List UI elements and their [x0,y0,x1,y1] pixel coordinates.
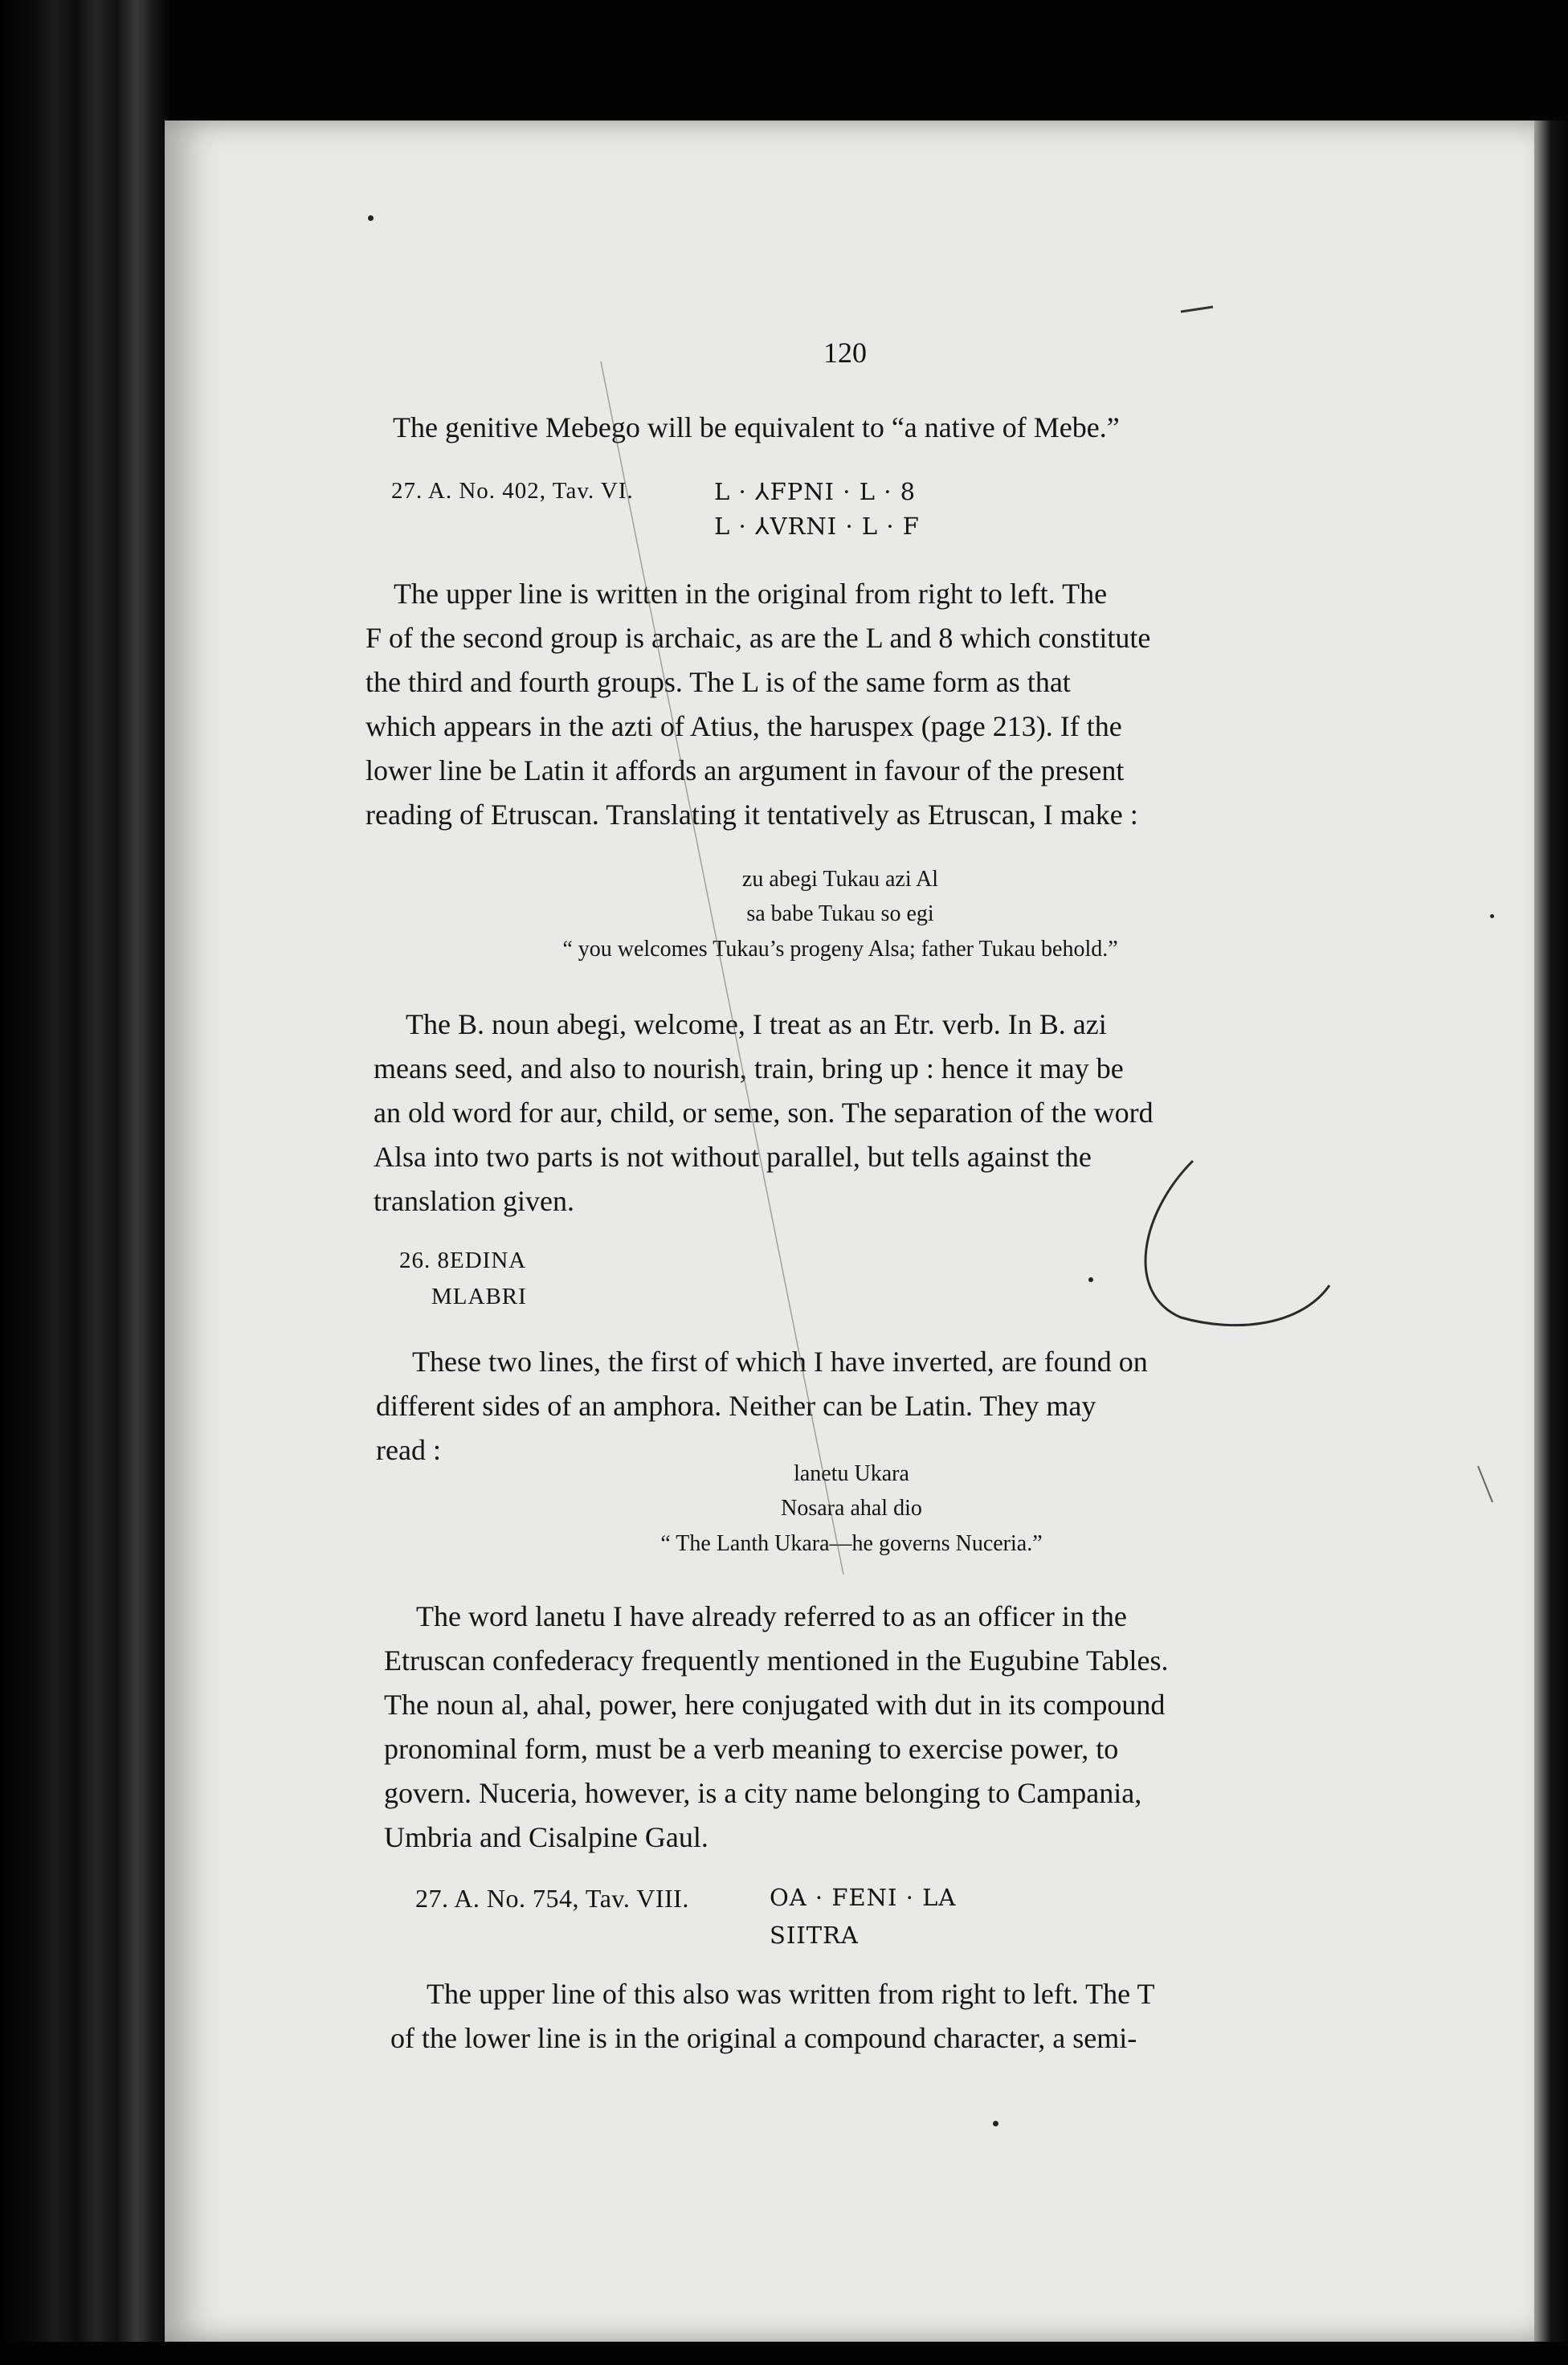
speck [368,215,374,221]
section2-para-line: different sides of an amphora. Neither can be Latin. They may [376,1390,1096,1422]
section2-ref-line2: MLABRI [431,1284,527,1309]
intro-line: The genitive Mebego will be equivalent to “a native of Mebe.” [393,411,1120,443]
section1-para-line: F of the second group is archaic, as are the L and 8 which constitute [365,622,1151,654]
section1-commentary-line: Alsa into two parts is not without parallel, but tells against the [374,1141,1092,1173]
section2-commentary-line: The noun al, ahal, power, here conjugated with dut in its compound [384,1689,1166,1721]
section2-para-line: These two lines, the first of which I have inverted, are found on [412,1346,1148,1378]
section1-translation-line: sa babe Tukau so egi [746,901,934,926]
section1-para-line: which appears in the azti of Atius, the haruspex (page 213). If the [365,710,1122,742]
section2-commentary-line: Etruscan confederacy frequently mentioned in the Eugubine Tables. [384,1644,1169,1677]
section1-inscription-line1: L · ⅄FPNI · L · 8 [714,478,917,505]
section2-para-line: read : [376,1434,441,1466]
section1-translation-line: “ you welcomes Tukau’s progeny Alsa; father Tukau behold.” [562,937,1118,962]
section1-translation-line: zu abegi Tukau azi Al [741,867,939,892]
speck [1088,1277,1093,1282]
section3-para-line: of the lower line is in the original a compound character, a semi- [390,2022,1137,2054]
section2-translation-line: lanetu Ukara [794,1461,909,1486]
section1-ref: 27. A. No. 402, Tav. VI. [391,478,634,504]
section3-inscription-line2: SIITRA [770,1922,859,1949]
section2-translation-line: “ The Lanth Ukara—he governs Nuceria.” [660,1531,1043,1556]
section1-inscription-line2: L · ⅄VRNI · L · F [714,513,920,540]
section1-commentary-line: The B. noun abegi, welcome, I treat as an Etr. verb. In B. azi [406,1008,1107,1040]
section1-commentary-line: translation given. [374,1185,574,1217]
section2-translation-line: Nosara ahal dio [781,1496,922,1521]
section2-commentary-line: The word lanetu I have already referred to as an officer in the [416,1600,1127,1632]
section2-commentary-line: Umbria and Cisalpine Gaul. [384,1821,708,1853]
section2-commentary-line: pronominal form, must be a verb meaning to exercise power, to [384,1733,1119,1765]
section1-para-line: lower line be Latin it affords an argument in favour of the present [365,754,1125,786]
section3-inscription-line1: OA · FENI · LA [770,1884,957,1911]
section1-commentary-line: means seed, and also to nourish, train, bring up : hence it may be [374,1052,1124,1084]
section1-para-line: The upper line is written in the original from right to left. The [394,578,1108,610]
page-number: 120 [823,337,867,369]
section3-ref: 27. A. No. 754, Tav. VIII. [415,1884,689,1913]
section2-commentary-line: govern. Nuceria, however, is a city name belonging to Campania, [384,1777,1142,1809]
section1-commentary-line: an old word for aur, child, or seme, son. The separation of the word [374,1097,1154,1129]
speck [993,2121,998,2126]
section1-para-line: reading of Etruscan. Translating it tentatively as Etruscan, I make : [365,799,1138,831]
speck [1490,914,1494,918]
section2-ref-line1: 26. 8EDINA [399,1248,527,1273]
section1-para-line: the third and fourth groups. The L is of the same form as that [365,666,1071,698]
section3-para-line: The upper line of this also was written from right to left. The T [427,1978,1155,2010]
